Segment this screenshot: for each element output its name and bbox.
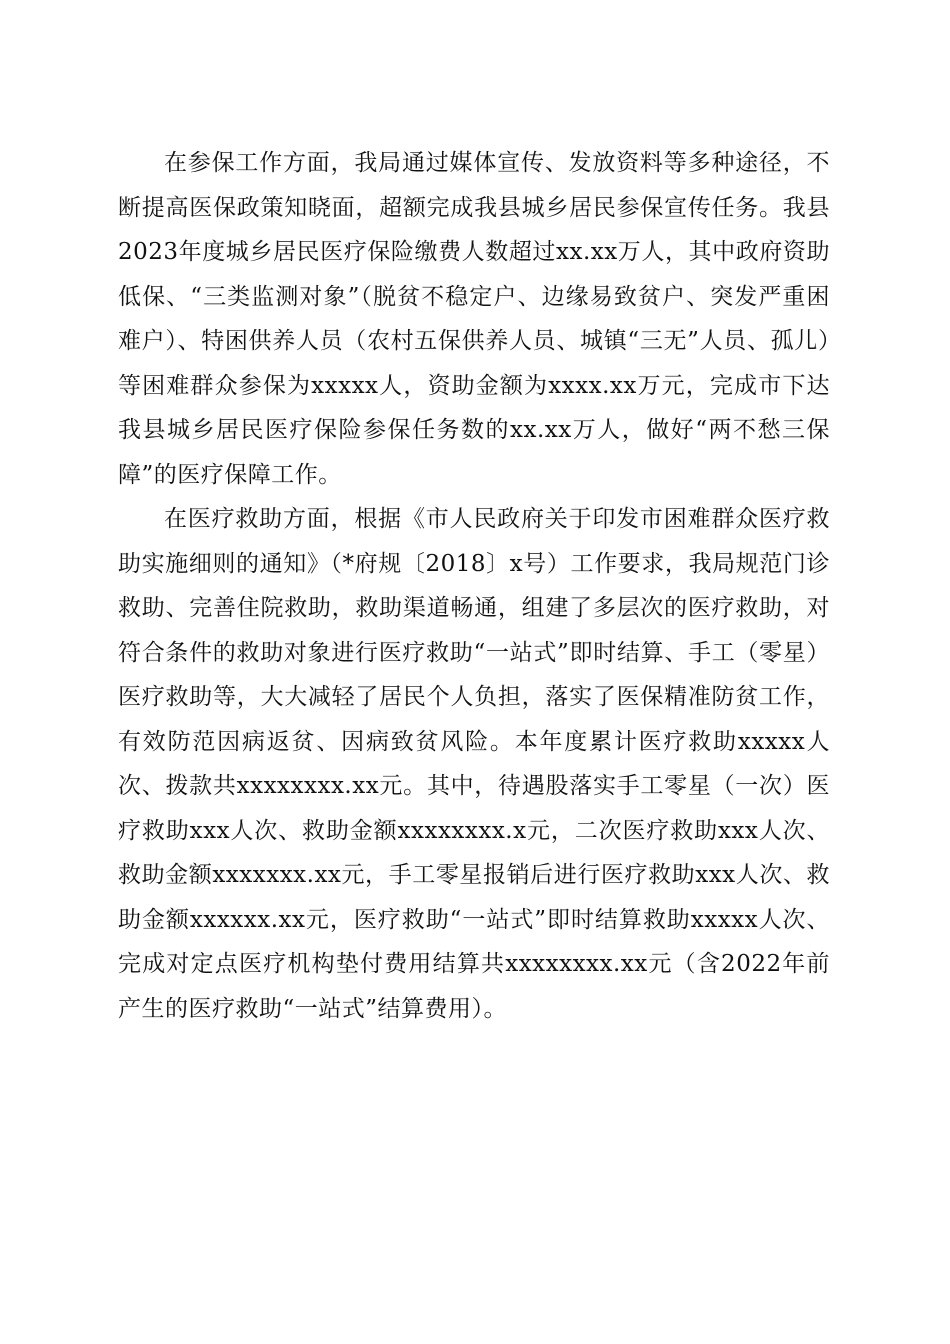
document-body bbox=[118, 141, 830, 1031]
paragraph-medical-assistance: 在医疗救助方面，根据《市人民政府关于印发市困难群众医疗救助实施细则的通知》（*府规〔2018〕x号）工作要求，我局规范门诊救助、完善住院救助，救助渠道畅通，组建了多层次的医疗救助，对符合条件的救助对象进行医疗救助“一站式”即时结算、手工（零星）医疗救助等，大大减轻了居民个人负担，落实了医保精准防贫工作，有效防范因病返贫、因病致贫风险。本年度累计医疗救助xxxxx人次、拨款共xxxxxxxx.xx元。其中，待遇股落实手工零星（一次）医疗救助xxx人次、救助金额xxxxxxxx.x元，二次医疗救助xxx人次、救助金额xxxxxxx.xx元，手工零星报销后进行医疗救助xxx人次、救助金额xxxxxx.xx元，医疗救助“一站式”即时结算救助xxxxx人次、完成对定点医疗机构垫付费用结算共xxxxxxxx.xx元（含2022年前产生的医疗救助“一站式”结算费用）。 bbox=[118, 506, 830, 1022]
paragraph-insurance-enrollment: 在参保工作方面，我局通过媒体宣传、发放资料等多种途径，不断提高医保政策知晓面，超额完成我县城乡居民参保宣传任务。我县2023年度城乡居民医疗保险缴费人数超过xx.xx万人，其中政府资助低保、“三类监测对象”（脱贫不稳定户、边缘易致贫户、突发严重困难户）、特困供养人员（农村五保供养人员、城镇“三无”人员、孤儿）等困难群众参保为xxxxx人，资助金额为xxxx.xx万元，完成市下达我县城乡居民医疗保险参保任务数的xx.xx万人，做好“两不愁三保障”的医疗保障工作。 bbox=[118, 150, 830, 488]
